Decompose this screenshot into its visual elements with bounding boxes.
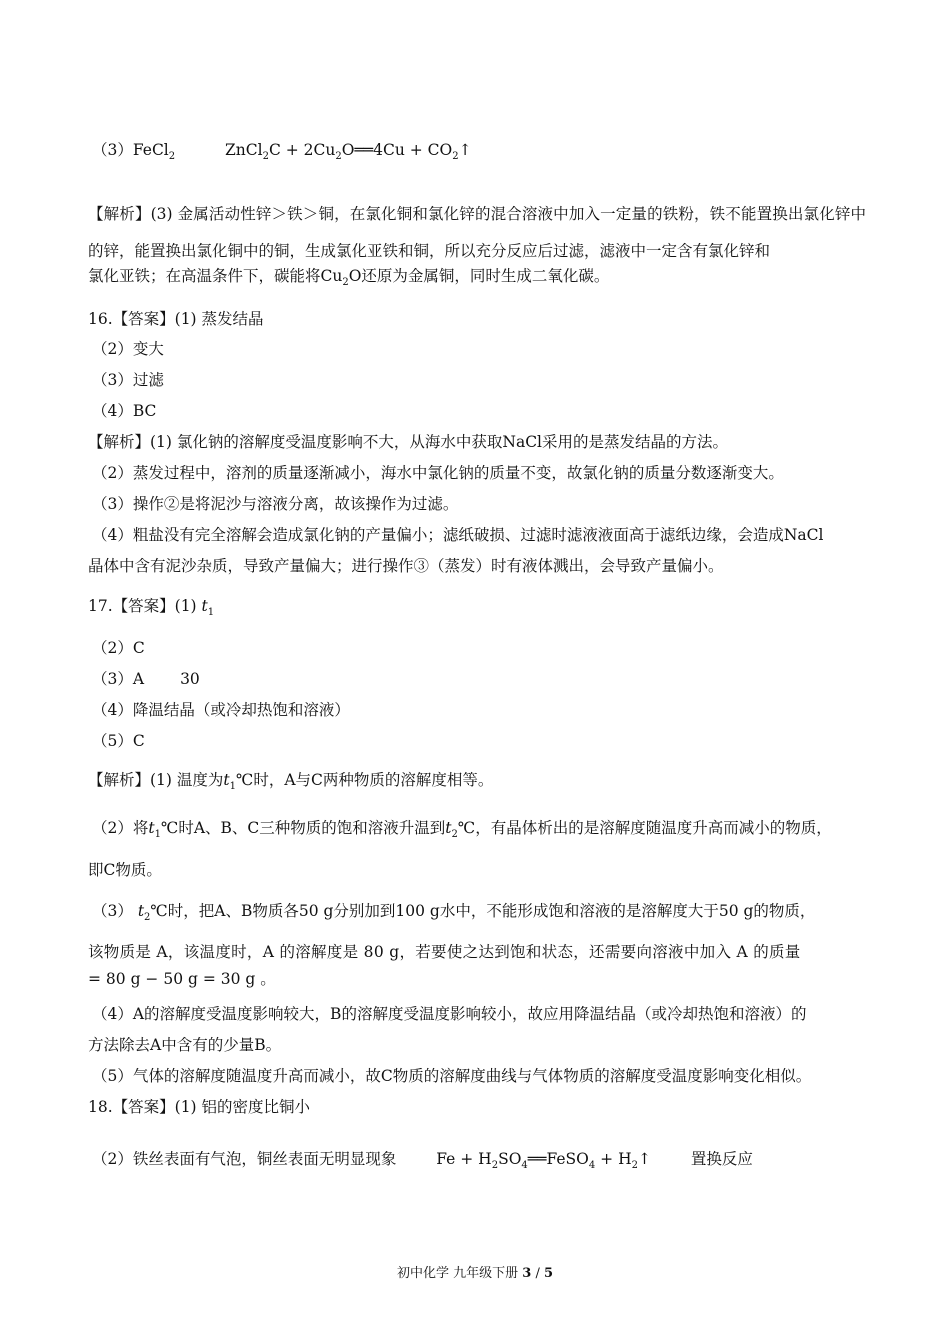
q15-answer-3: （3）FeCl$_2$ ZnCl$_2$C + $2Cu_2O══4Cu$ + $CO_2↑$ [92,141,472,162]
q17-analysis-2-end: 即C物质。 [88,861,162,879]
footer-total: 5 [543,1266,554,1281]
q17-analysis-3-line2: 该物质是 A，该温度时，A 的溶解度是 80 g，若要使之达到饱和状态，还需要向溶液中加入 A 的质量 [88,943,801,961]
q15-analysis: 【解析】(3) 金属活动性锌＞铁＞铜，在氯化铜和氯化锌的混合溶液中加入一定量的铁粉，铁不能置换出氯化锌中的锌，能置换出氯化铜中的铜，生成氯化亚铁和铜，所以充分反应后过滤，滤液中一定含有氯化锌和 [88,205,866,260]
q17-answer-3: （3）A 30 [92,670,200,688]
q16-answer-4: （4）BC [92,402,157,420]
q17-analysis-4-end: 方法除去A中含有的少量B。 [88,1036,282,1054]
q17-answer-1: 17.【答案】(1) $t_1$ [88,597,215,618]
q16-analysis-5: 晶体中含有泥沙杂质，导致产量偏大；进行操作③（蒸发）时有液体溅出，会导致产量偏小。 [88,557,724,575]
q16-analysis-1: 【解析】(1) 氯化钠的溶解度受温度影响不大，从海水中获取NaCl采用的是蒸发结晶的方法。 [88,433,729,451]
q16-analysis-3: （3）操作②是将泥沙与溶液分离，故该操作为过滤。 [92,495,459,513]
page-footer: 初中化学 九年级下册 3 / 5 [396,1266,554,1281]
q16-answer-3: （3）过滤 [92,371,164,389]
q17-analysis-2: （2）将$t_1℃$时A、B、C三种物质的饱和溶液升温到$t_2℃$，有晶体析出的是溶解度随温度升高而减小的物质， [92,819,832,840]
q16-answer-1: 16.【答案】(1) 蒸发结晶 [88,310,264,328]
q16-analysis-4: （4）粗盐没有完全溶解会造成氯化钠的产量偏小；滤纸破损、过滤时滤液液面高于滤纸边缘，会造成NaCl [92,526,824,544]
q17-analysis-4: （4）A的溶解度受温度影响较大，B的溶解度受温度影响较小，故应用降温结晶（或冷却热饱和溶液）的 [92,1005,807,1023]
q18-answer-2: （2）铁丝表面有气泡，铜丝表面无明显现象 $Fe + H_2SO_4══FeSO_4$ + $H_2↑$ 置换反应 [92,1150,753,1171]
footer-page: 3 [522,1266,532,1281]
q17-analysis-3: （3） $t_2℃$时，把A、B物质各50 g分别加到100 g水中，不能形成饱和溶液的是溶解度大于50 g的物质， [92,902,816,923]
q16-answer-2: （2）变大 [92,340,164,358]
q16-analysis-2: （2）蒸发过程中，溶剂的质量逐渐减小，海水中氯化钠的质量不变，故氯化钠的质量分数逐渐变大。 [92,464,784,482]
q18-equation: $Fe + H_2SO_4══FeSO_4$ + $H_2↑$ [436,1150,651,1171]
q17-answer-2: （2）C [92,639,145,657]
q17-analysis-5: （5）气体的溶解度随温度升高而减小，故C物质的溶解度曲线与气体物质的溶解度受温度影响变化相似。 [92,1067,812,1085]
q17-analysis-1: 【解析】(1) 温度为$t_1℃$时，A与C两种物质的溶解度相等。 [88,771,494,792]
q17-analysis-3-line3: = 80 g − 50 g = 30 g 。 [88,970,276,988]
q15-analysis-end: 氯化亚铁；在高温条件下，碳能将$Cu_2O$还原为金属铜，同时生成二氧化碳。 [88,267,610,288]
q15-ans3-label: （3）FeCl [92,141,169,159]
footer-subject: 初中化学 九年级下册 [396,1266,519,1281]
q15-equation: ZnCl$_2$C + $2Cu_2O══4Cu$ + $CO_2↑$ [225,141,472,162]
q18-answer-1: 18.【答案】(1) 铝的密度比铜小 [88,1098,311,1116]
q17-answer-5: （5）C [92,732,145,750]
q18-reaction-type: 置换反应 [690,1150,753,1168]
q17-answer-4: （4）降温结晶（或冷却热饱和溶液） [92,701,350,719]
